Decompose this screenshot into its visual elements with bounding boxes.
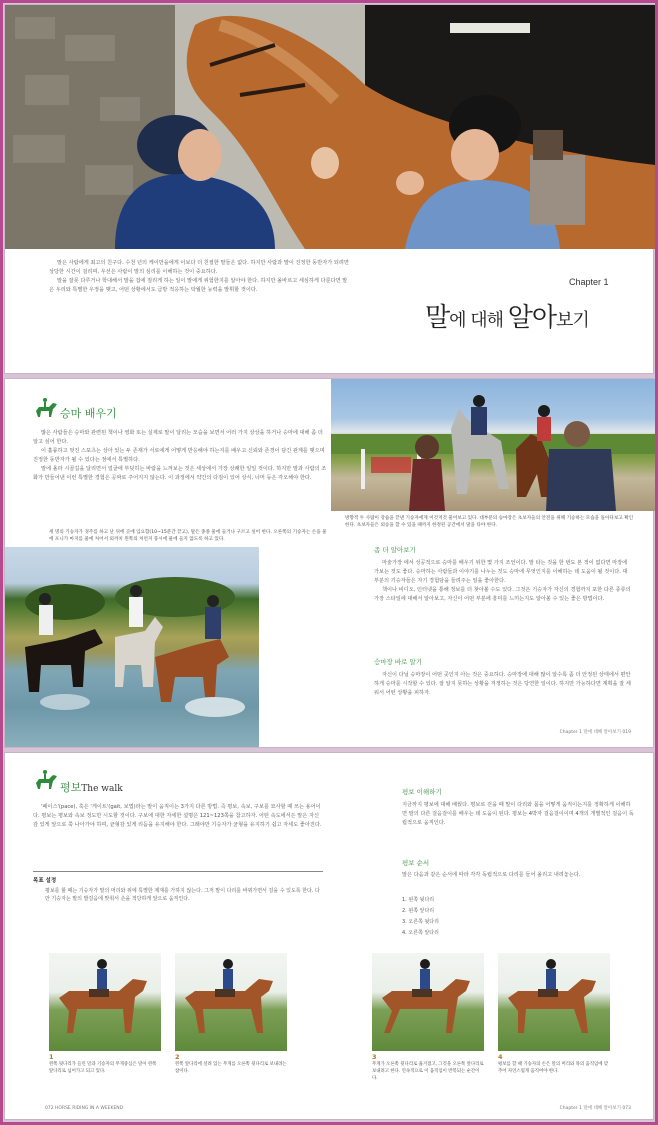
title-part: 알아 (507, 303, 556, 333)
subsection-paragraph: 자신이 다닐 승마장이 어떤 곳인지 아는 것은 중요하다. 승마장에 대해 많이 알수록 좀 더 안정된 상태에서 편안하게 승마를 시작할 수 있다. 잘 알지 못하는 상황을 걱정하는 것은 당연한 일이다. 하지만 가능하다면 계획을 잘 세워서 어떤 상황을 피하자. (374, 672, 631, 696)
walk-step-photo (175, 953, 287, 1051)
subsection-title: 평보 이해하기 (402, 788, 442, 796)
step-number: 4 (498, 1053, 503, 1061)
goal-title: 목표 설정 (33, 878, 57, 884)
intro-paragraph: '페이스'(pace), 혹은 '게이트'(gait, 보법)라는 말이 움직이는 3가지 다른 방법. 즉 평보, 속보, 구보를 묘사할 때 쓰는 용어이다. 평보는 평보와 속보 정도만 시도할 것이다. 구보에 대한 자세한 설명은 121~123쪽을 참고하자. 어떤 속도에서든 말은 자신감 있게 앞으로 쭉 나아가야 하며, 균형감 있게 리듬을 유지해야 한다. 그래야만 기승자가 균형을 유지하기 쉽고 자세도 좋아진다. (33, 804, 322, 828)
section-title (60, 779, 123, 795)
goal-text: 평보를 할 때는 기승자가 말의 머리와 위에 특별한 제재를 가하지 않는다. 그저 말이 다리를 바꿔가면서 걸을 수 있도록 한다. 다만 기승자는 말의 발걸음에 맞춰서 손을 적당하게 앞으로 움직인다. (45, 888, 320, 902)
intro-paragraph: 말에 올라 시골길을 달리면서 얼굴에 부딪히는 바람을 느껴보는 것은 세상에서 가장 상쾌한 일일 것이다. 하지만 말과 사람의 조화가 만들어낸 이런 특별한 경험은 공짜로 주어지지 않는다. 이 과정에서 약간의 다짐이 있어 상식, 너머 등은 각오해야 한다. (33, 466, 327, 481)
list-item: 3. 오른쪽 뒷다리 (402, 919, 439, 925)
goal-box (33, 871, 323, 903)
chapter-label: Chapter 1 (569, 277, 609, 287)
step-caption: 무게가 오른쪽 뒷다리로 옮겨졌고, 그것을 오른쪽 앞다리로 보내려고 한다. 연속적으로 이 움직임이 반복되는 순간이다. (372, 1062, 484, 1081)
section-title: 승마 배우기 (60, 407, 117, 420)
step-number: 2 (175, 1053, 180, 1061)
step-caption: 왼쪽 앞다리에 실려 있는 무게를 오른쪽 뒷다리로 보내려는 참이다. (175, 1062, 287, 1074)
horses-with-riders-photo (5, 5, 655, 249)
title-part: 보기 (555, 310, 589, 331)
intro-paragraph: 말을 잘못 다루거나 학대해서 말을 겁에 질리게 하는 일이 말에게 위험한지를 알아야 한다. 하지만 올바르고 세심하게 다룬다면 말은 우리와 특별한 우정을 맺고, 어떤 상황에서도 급방 적응하는 탁월한 능력을 발휘할 것이다. (49, 278, 348, 293)
subsection-text (374, 559, 632, 604)
section-title-en: The walk (81, 784, 123, 794)
subsection-text (374, 671, 632, 698)
section-intro (33, 429, 327, 483)
leg-sequence-list (402, 895, 439, 939)
spread-learning-to-ride (4, 378, 654, 748)
title-part: 에 대해 (449, 310, 508, 331)
intro-paragraph: 말은 사람에게 최고의 친구다. 수천 년의 케이만을에게 이보다 더 친절한 말들은 없다. 하지만 사람과 말이 진정한 동반자가 되려면 상당한 시간이 걸리며, 우선은 사람이 말의 심리를 이해하는 것이 중요하다. (49, 260, 349, 275)
list-item: 2. 왼쪽 앞다리 (402, 908, 435, 914)
walk-step-photo (498, 953, 610, 1051)
photo-caption: 세 명의 기승자가 경주를 하고 난 뒤에 곳에 입요함(10~15분간 끝고), 말은 종종 물에 들거나 구르고 싶어 한다. 오른쪽의 기승자는 손을 물에 포니가 마지를 물에 처어서 외까치 왼쪽의 처런지 풍시에 물에 들지 않도록 하고 있다. (49, 530, 327, 542)
horse-rider-icon (33, 397, 59, 419)
section-intro (33, 803, 323, 830)
step-number: 3 (372, 1053, 377, 1061)
subsection-title: 평보 순서 (402, 859, 430, 867)
intro-paragraph: 많은 사람들은 승마와 관련된 책이나 영화 또는 실제로 말이 달리는 모습을 보면서 어러 가지 상상을 하거나 승마에 대해 좀 더 알고 싶어 한다. (33, 430, 323, 445)
horses-in-water-photo (5, 547, 259, 747)
title-part: 말 (425, 303, 450, 333)
list-item: 1. 왼쪽 뒷다리 (402, 897, 435, 903)
subsection-title: 승마장 바로 알기 (374, 658, 423, 666)
spread-chapter-opener (4, 4, 654, 374)
walking-horse-illustration (498, 953, 610, 1051)
page-folio: Chapter 1 말에 대해 알아보기 019 (559, 730, 631, 735)
step-caption: 왼쪽 뒷다리가 들린 말과 기승자의 무게중심은 말이 왼쪽 앞다리로 넘어가고 되고 있다. (49, 1062, 157, 1074)
photo-illustration (5, 5, 655, 249)
walk-step-photo (49, 953, 161, 1051)
walking-horse-illustration (175, 953, 287, 1051)
page-folio: Chapter 1 말에 대해 알아보기 073 (559, 1106, 631, 1111)
intro-paragraph: 이 훌륭하고 멋진 스포츠는 상아 있는 두 존재가 서로에게 어떻게 반응해야 하는지를 배우고 신뢰와 존경이 담긴 관계를 맺으며 진정한 동반자가 될 수 있다는 점에서 특별하다. (33, 448, 325, 463)
photo-caption: 방향적 두 사람이 강습을 끝낸 기승자에게 이것저것 물어보고 있다. 대부분의 승마장은 초보자들의 안전을 위해 기승하는 모습을 돌아다보고 확인한다. 초보자들은 외승을 할 수 있을 때까지 한정된 공간에서 말을 타야 한다. (345, 516, 634, 528)
subsection-paragraph: 책이나 비디오, 인터넷을 통해 정보를 더 찾아볼 수도 있다. 그것은 기승자가 자신의 경험까지 포한 다른 종류의 가장 스타일에 대해서 알아보고, 자신이 어떤 부분에 흥미를 느끼는지도 알아볼 수 있는 좋은 방법이다. (374, 587, 631, 602)
walking-horse-illustration (372, 953, 484, 1051)
spread-the-walk (4, 752, 654, 1120)
photo-illustration (5, 547, 259, 747)
photo-illustration (331, 379, 655, 511)
horse-rider-icon (33, 769, 59, 791)
step-caption: 평보를 할 때 기승자의 손은 말의 머리와 목의 움직임에 맞추어 자연스럽게 움직여야 한다. (498, 1062, 609, 1074)
subsection-title: 좀 더 알아보기 (374, 546, 416, 554)
subsection-paragraph: 마술가장 에서 성공적으로 승마를 배우기 위한 몇 가지 조언이다. 말 타는 것을 한 번도 본 적이 없다면 마장에 가보는 것도 좋다. 승마하는 사람들과 이야기를 나누는 것도 승마에 무엇인지를 이해하는 데 도움이 될 것이다. 대부분의 기승자들은 자기 경험담을 들려주는 일을 좋아한다. (374, 560, 628, 584)
chapter-intro-text (49, 259, 349, 295)
riding-lesson-photo (331, 379, 655, 511)
walking-horse-illustration (49, 953, 161, 1051)
subsection-text: 지금까지 평보에 대해 배웠다. 평보로 걷을 때 말이 다리와 몸을 어떻게 움직이는지를 정확하게 이해하면 말의 다른 걸음걸이를 배우는 데 도움이 된다. 평보는 4박자 걸음걸이이며 4개의 개별적인 걸음이 독립적으로 움직인다. (402, 802, 634, 826)
list-item: 4. 오른쪽 앞다리 (402, 930, 439, 936)
chapter-title (425, 297, 589, 334)
page-folio: 072 HORSE RIDING IN A WEEKEND (45, 1106, 124, 1111)
step-number: 1 (49, 1053, 54, 1061)
subsection-text: 말은 다음과 같은 순서에 따라 각각 독립적으로 다리를 들어 올리고 내려놓는다. (402, 872, 581, 878)
walk-step-photo (372, 953, 484, 1051)
section-title-ko: 평보 (60, 781, 82, 794)
